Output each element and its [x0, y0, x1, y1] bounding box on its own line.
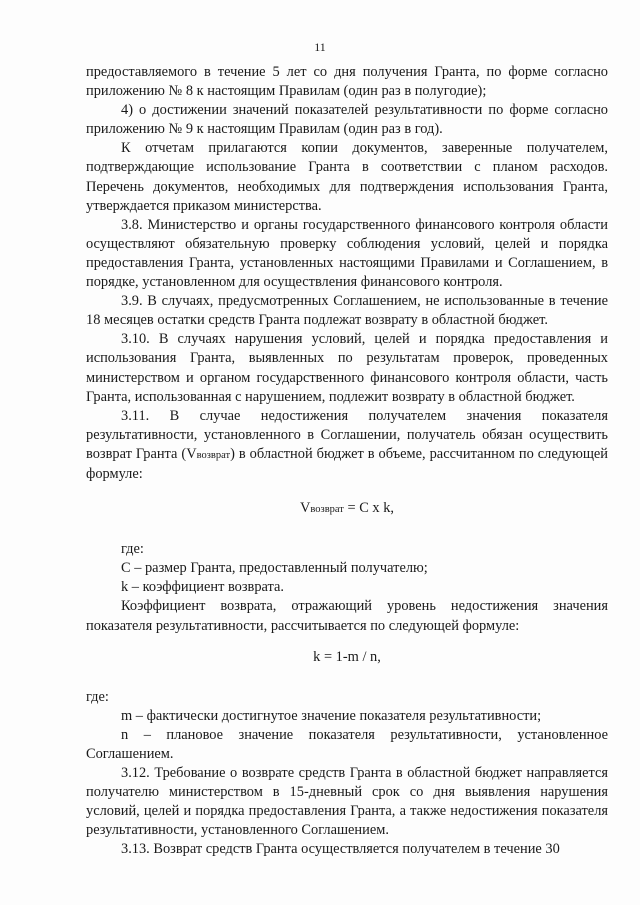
- subscript: возврат: [310, 504, 344, 516]
- paragraph-3-13: 3.13. Возврат средств Гранта осуществляется получателем в течение 30: [121, 841, 560, 858]
- definition-n: n – плановое значение показателя результативности, установленное Соглашением.: [86, 726, 608, 762]
- paragraph-3-10: 3.10. В случаях нарушения условий, целей и порядка предоставления и использования Гранта, выявленных по результатам проверок, проведенных министерством и органом государственного финансового контроля области, часть Гранта, использованная с нарушением, подлежит возврату в областной бюджет.: [86, 331, 608, 405]
- document-body: [86, 63, 608, 860]
- page-number: 11: [314, 40, 326, 54]
- formula-text: = C x k,: [343, 500, 394, 517]
- definition-m: m – фактически достигнутое значение показателя результативности;: [121, 707, 542, 724]
- formula-symbol: V: [300, 500, 311, 517]
- paragraph-3-8: 3.8. Министерство и органы государственного финансового контроля области осуществляют обязательную проверку соблюдения условий, целей и порядка предоставления Гранта, установленных настоящими Правилами и Соглашением, в порядке, установленном для осуществления финансового контроля.: [86, 216, 608, 291]
- where-label: где:: [121, 541, 144, 558]
- paragraph: предоставляемого в течение 5 лет со дня получения Гранта, по форме согласно приложению № 8 к настоящим Правилам (один раз в полугодие);: [86, 64, 608, 100]
- subscript: возврат: [196, 449, 231, 461]
- definition-c: С – размер Гранта, предоставленный получателю;: [121, 560, 428, 577]
- formula-coefficient: k = 1-m / n,: [313, 648, 381, 665]
- paragraph-text: 3.11. В случае недостижения получателем значения показателя результативности, установленного в Соглашении, получатель обязан осуществить возврат Гранта (V: [86, 407, 608, 462]
- formula-return: [86, 499, 608, 519]
- definition-k: k – коэффициент возврата.: [121, 579, 284, 596]
- paragraph-3-12: 3.12. Требование о возврате средств Гранта в областной бюджет направляется получателю министерством в 15-дневный срок со дня выявления нарушения условий, целей и порядка предоставления Гранта, а также недостижения показателя результативности, установленного Соглашением.: [86, 765, 608, 839]
- paragraph-3-9: 3.9. В случаях, предусмотренных Соглашением, не использованные в течение 18 месяцев остатки средств Гранта подлежат возврату в областной бюджет.: [86, 293, 608, 329]
- where-label: где:: [86, 688, 109, 705]
- paragraph: 4) о достижении значений показателей результативности по форме согласно приложению № 9 к настоящим Правилам (один раз в год).: [86, 102, 608, 138]
- paragraph: Коэффициент возврата, отражающий уровень недостижения значения показателя результативности, рассчитывается по следующей формуле:: [86, 598, 608, 634]
- paragraph-3-11: [86, 407, 608, 484]
- paragraph-text: ) в областной бюджет в объеме, рассчитанном по следующей формуле:: [86, 445, 608, 482]
- paragraph: К отчетам прилагаются копии документов, заверенные получателем, подтверждающие использование Гранта в соответствии с планом расходов. Перечень документов, необходимых для подтверждения использования Гранта, утверждается приказом министерства.: [86, 140, 608, 214]
